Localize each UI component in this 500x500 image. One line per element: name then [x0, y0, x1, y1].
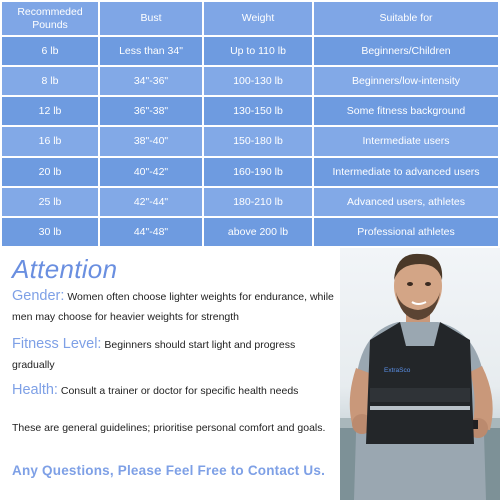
- cell-suitable-for: Beginners/low-intensity: [314, 67, 498, 95]
- cell-suitable-for: Beginners/Children: [314, 37, 498, 65]
- health-note: [12, 380, 334, 401]
- table-row: [2, 158, 498, 186]
- cell-suitable-for: Intermediate to advanced users: [314, 158, 498, 186]
- table-row: [2, 67, 498, 95]
- health-text: Consult a trainer or doctor for specific health needs: [60, 385, 299, 397]
- cell-bust: 34"-36": [100, 67, 202, 95]
- attention-section: [0, 250, 340, 500]
- cell-suitable-for: Advanced users, athletes: [314, 188, 498, 216]
- cell-suitable-for: Professional athletes: [314, 218, 498, 246]
- cell-bust: 42"-44": [100, 188, 202, 216]
- table-row: [2, 97, 498, 125]
- left-eye: [407, 282, 413, 286]
- column-header-suitable-for: Suitable for: [314, 2, 498, 35]
- fitness-level-label: Fitness Level:: [12, 336, 102, 352]
- attention-title: Attention: [12, 254, 118, 284]
- vest-brand-text: ExtraSco: [384, 367, 411, 374]
- health-label: Health:: [12, 382, 58, 398]
- table-header-row: [2, 2, 498, 35]
- cell-weight: 130-150 lb: [204, 97, 312, 125]
- cell-weight: Up to 110 lb: [204, 37, 312, 65]
- weight-recommendation-table: [0, 0, 500, 248]
- column-header-bust: Bust: [100, 2, 202, 35]
- guidelines-text: These are general guidelines; prioritise personal comfort and goals.: [12, 422, 326, 434]
- cell-bust: 40"-42": [100, 158, 202, 186]
- cell-weight: 180-210 lb: [204, 188, 312, 216]
- vest-reflective-strip: [370, 406, 470, 410]
- cell-pounds: 12 lb: [2, 97, 98, 125]
- table-row: [2, 127, 498, 155]
- fitness-level-note: [12, 334, 334, 375]
- cell-pounds: 25 lb: [2, 188, 98, 216]
- cell-weight: 160-190 lb: [204, 158, 312, 186]
- vest-strap: [370, 388, 470, 402]
- runner-illustration: [340, 248, 500, 500]
- gender-text: Women often choose lighter weights for endurance, while men may choose for heavier weights for strength: [12, 291, 334, 323]
- contact-text: Any Questions, Please Feel Free to Contact Us.: [12, 463, 326, 478]
- cell-bust: 44"-48": [100, 218, 202, 246]
- cell-suitable-for: Some fitness background: [314, 97, 498, 125]
- cell-pounds: 8 lb: [2, 67, 98, 95]
- cell-bust: 38"-40": [100, 127, 202, 155]
- cell-weight: 100-130 lb: [204, 67, 312, 95]
- table-row: [2, 188, 498, 216]
- table-row: [2, 37, 498, 65]
- cell-weight: 150-180 lb: [204, 127, 312, 155]
- cell-pounds: 20 lb: [2, 158, 98, 186]
- table-row: [2, 218, 498, 246]
- cell-suitable-for: Intermediate users: [314, 127, 498, 155]
- gender-label: Gender:: [12, 288, 65, 304]
- cell-pounds: 30 lb: [2, 218, 98, 246]
- gender-note: [12, 286, 334, 327]
- cell-bust: 36"-38": [100, 97, 202, 125]
- column-header-weight: Weight: [204, 2, 312, 35]
- cell-pounds: 6 lb: [2, 37, 98, 65]
- cell-pounds: 16 lb: [2, 127, 98, 155]
- right-eye: [425, 282, 431, 286]
- column-header-pounds: Recommeded Pounds: [2, 2, 98, 35]
- cell-weight: above 200 lb: [204, 218, 312, 246]
- runner-photo: [340, 248, 500, 500]
- fitness-level-text: Beginners should start light and progress gradually: [12, 339, 296, 371]
- cell-bust: Less than 34": [100, 37, 202, 65]
